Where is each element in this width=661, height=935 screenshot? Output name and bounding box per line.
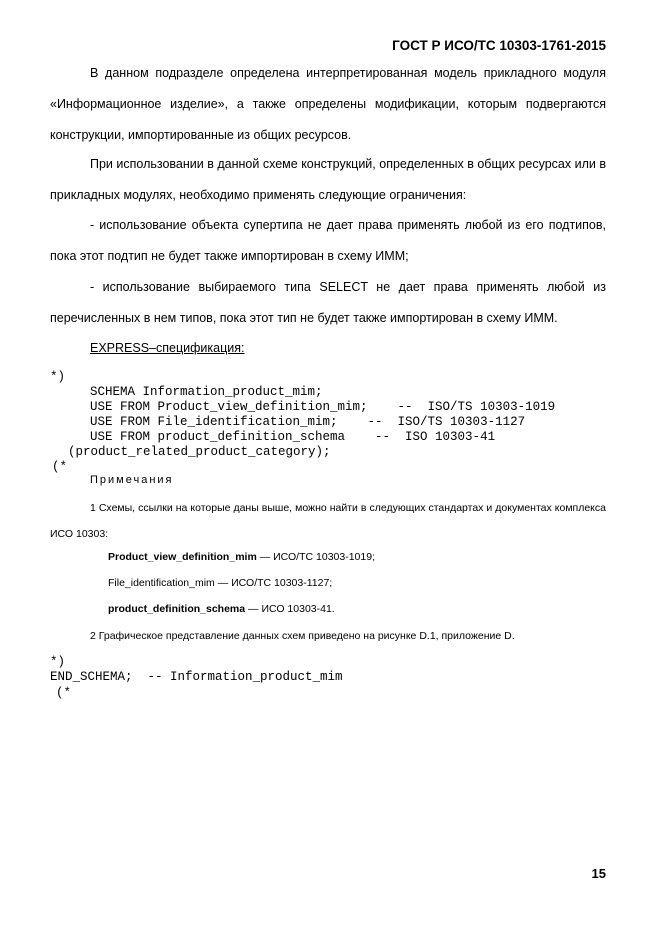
reference-standard: — ИСО/ТС 10303-1127; [214,577,333,589]
document-header: ГОСТ Р ИСО/ТС 10303-1761-2015 [392,38,606,53]
reference-standard: — ИСО/ТС 10303-1019; [256,551,375,563]
reference-item [108,603,335,615]
paragraph-intro: В данном подразделе определена интерпретированная модель прикладного модуля «Информационное изделие», а также определены модификации, которым подвергаются конструкции, импортированные из общих ресурсов. [50,66,606,142]
note-2: 2 Графическое представление данных схем приведено на рисунке D.1, приложение D. [90,630,515,642]
reference-name: File_identification_mim [108,577,215,589]
page-number: 15 [591,866,606,881]
code-schema-line: SCHEMA Information_product_mim; [90,385,323,399]
code-close-marker: (* [56,686,72,700]
paragraph-constraints: При использовании в данной схеме конструкций, определенных в общих ресурсах или в прикладных модулях, необходимо применять следующие ограничения: [50,157,606,202]
reference-item [108,577,332,589]
reference-name: Product_view_definition_mim [108,551,257,563]
code-use-line-2: USE FROM File_identification_mim; -- ISO/TS 10303-1127 [90,415,526,429]
code-use-line-3: USE FROM product_definition_schema -- ISO 10303-41 [90,430,496,444]
reference-standard: — ИСО 10303-41. [245,603,335,615]
reference-name: product_definition_schema [108,603,246,615]
express-label: EXPRESS–спецификация: [90,341,245,355]
code-use-line-3-continuation: (product_related_product_category); [68,445,331,459]
code-close-marker: (* [52,460,68,474]
code-open-marker: *) [50,370,66,384]
reference-item [108,551,375,563]
code-use-line-1: USE FROM Product_view_definition_mim; -- ISO/TS 10303-1019 [90,400,556,414]
note-1: 1 Схемы, ссылки на которые даны выше, можно найти в следующих стандартах и документах комплекса ИСО 10303: [50,502,606,540]
constraint-item-select: - использование выбираемого типа SELECT не дает права применять любой из перечисленных в нем типов, пока этот тип не будет также импортирован в схему ИММ. [50,280,606,325]
code-open-marker: *) [50,655,66,669]
code-end-schema-line: END_SCHEMA; -- Information_product_mim [50,670,343,684]
constraint-item-supertype: - использование объекта супертипа не дает права применять любой из его подтипов, пока этот подтип не будет также импортирован в схему ИММ; [50,218,606,263]
notes-title: Примечания [90,474,174,486]
